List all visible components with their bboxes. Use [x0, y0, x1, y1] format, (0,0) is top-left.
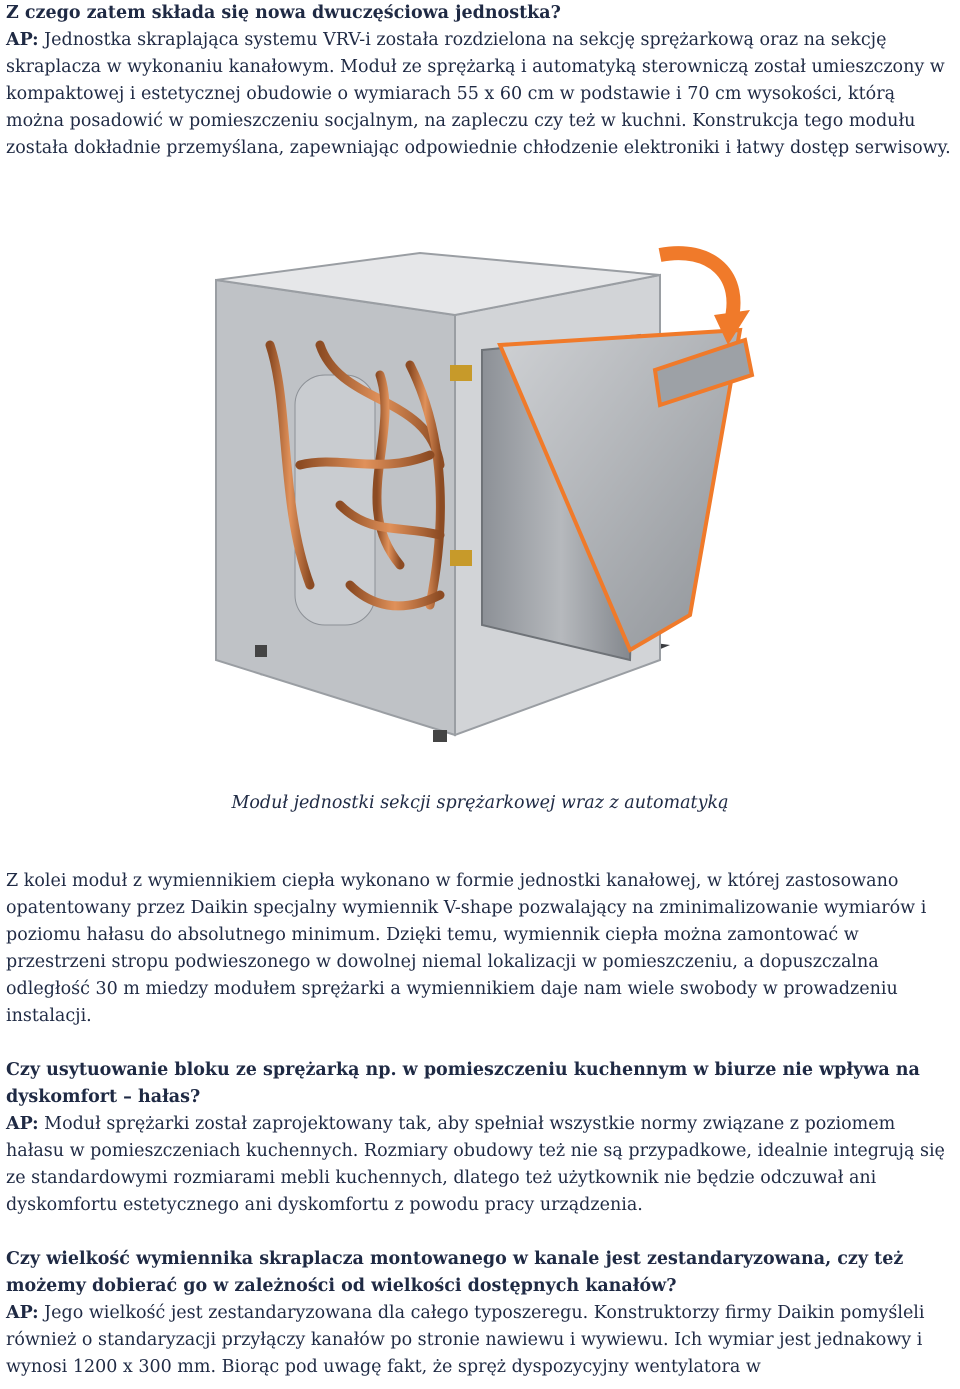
ap-label: AP: [6, 1303, 39, 1323]
compressor-module-illustration [200, 205, 770, 765]
question-heading: Czy usytuowanie bloku ze sprężarką np. w pomieszczeniu kuchennym w biurze nie wpływa na dyskomfort – hałas? [6, 1060, 920, 1107]
answer-paragraph [6, 1300, 956, 1381]
ap-label: AP: [6, 30, 39, 50]
paragraph-heat-exchanger: Z kolei moduł z wymiennikiem ciepła wykonano w formie jednostki kanałowej, w której zastosowano opatentowany przez Daikin specjalny wymiennik V-shape pozwalający na zminimalizowanie wymiarów i poziomu hałasu do absolutnego minimum. Dzięki temu, wymiennik ciepła można zamontować w przestrzeni stropu podwieszonego w dowolnej niemal lokalizacji w pomieszczeniu, a dopuszczalna odległość 30 m miedzy modułem sprężarki a wymiennikiem daje nam wiele swobody w prowadzeniu instalacji. [6, 871, 927, 1026]
ap-label: AP: [6, 1114, 39, 1134]
answer-text: Jego wielkość jest zestandaryzowana dla całego typoszeregu. Konstruktorzy firmy Daikin pomyśleli również o standaryzacji przyłączy kanałów po stronie nawiewu i wywiewu. Ich wymiar jest jednakowy i wynosi 1200 x 300 mm. Biorąc pod uwagę fakt, że spręż dyspozycyjny wentylatora w [6, 1303, 925, 1377]
figure-caption: Moduł jednostki sekcji sprężarkowej wraz z automatyką [231, 793, 729, 813]
product-illustration [200, 205, 770, 765]
question-heading: Z czego zatem składa się nowa dwuczęściowa jednostka? [6, 3, 561, 23]
intro-section [6, 0, 956, 162]
answer-paragraph [6, 27, 956, 162]
body-section [6, 868, 956, 1381]
question-heading: Czy wielkość wymiennika skraplacza montowanego w kanale jest zestandaryzowana, czy też możemy dobierać go w zależności od wielkości dostępnych kanałów? [6, 1249, 904, 1296]
answer-text: Moduł sprężarki został zaprojektowany tak, aby spełniał wszystkie normy związane z poziomem hałasu w pomieszczeniach kuchennych. Rozmiary obudowy też nie są przypadkowe, idealnie integrują się ze standardowymi rozmiarami mebli kuchennych, dlatego też użytkownik nie będzie odczuwał ani dyskomfortu estetycznego ani dyskomfortu z powodu pracy urządzenia. [6, 1114, 945, 1215]
answer-paragraph [6, 1111, 956, 1219]
answer-text: Jednostka skraplająca systemu VRV-i została rozdzielona na sekcję sprężarkową oraz na sekcję skraplacza w wykonaniu kanałowym. Moduł ze sprężarką i automatyką sterowniczą został umieszczony w kompaktowej i estetycznej obudowie o wymiarach 55 x 60 cm w podstawie i 70 cm wysokości, którą można posadowić w pomieszczeniu socjalnym, na zapleczu czy też w kuchni. Konstrukcja tego modułu została dokładnie przemyślana, zapewniając odpowiednie chłodzenie elektroniki i łatwy dostęp serwisowy. [6, 30, 951, 158]
